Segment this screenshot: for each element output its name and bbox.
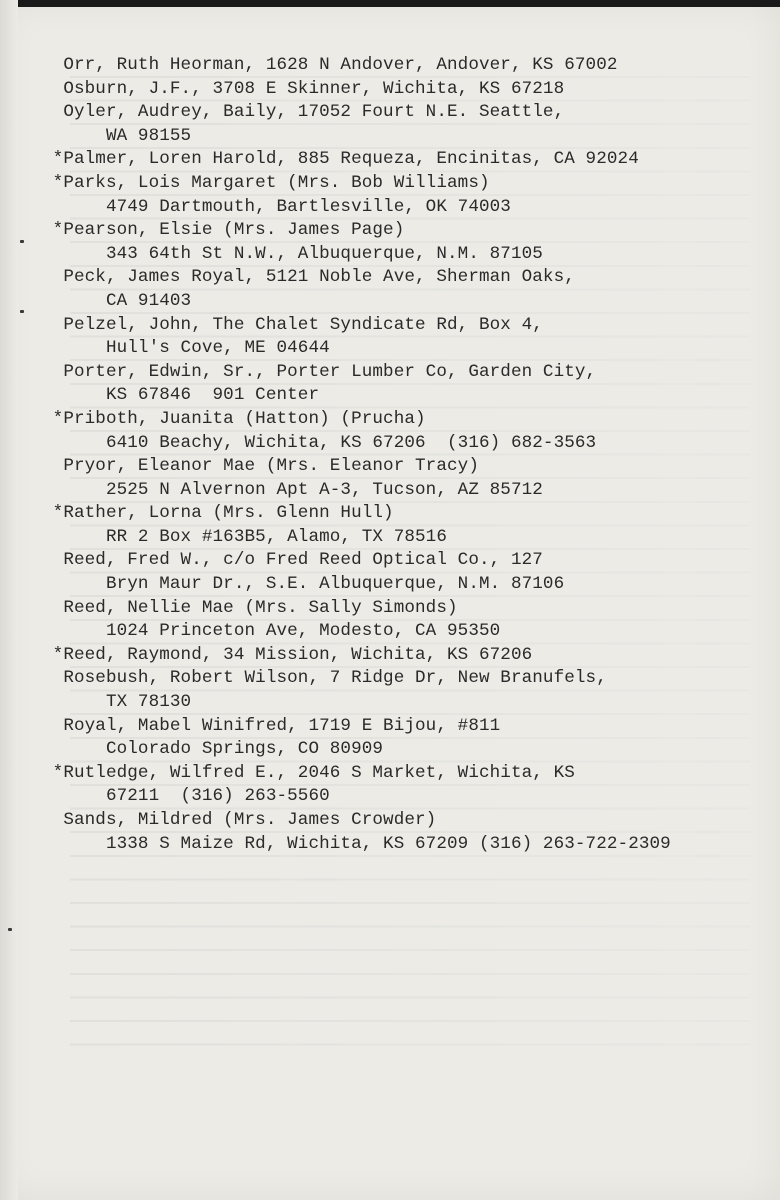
entry-line: *Rather, Lorna (Mrs. Glenn Hull): [42, 503, 394, 524]
entry-line: Peck, James Royal, 5121 Noble Ave, Sherman Oaks,: [42, 267, 575, 288]
entry-line: Porter, Edwin, Sr., Porter Lumber Co, Garden City,: [42, 361, 597, 382]
entry-line: *Priboth, Juanita (Hatton) (Prucha): [42, 408, 426, 429]
address-listing: [42, 54, 762, 856]
entry-line: *Pearson, Elsie (Mrs. James Page): [42, 220, 405, 241]
entry-continuation: 67211 (316) 263-5560: [42, 786, 330, 807]
entry-line: Rosebush, Robert Wilson, 7 Ridge Dr, New Branufels,: [42, 668, 607, 689]
entry-continuation: TX 78130: [42, 692, 192, 713]
page-speck: [20, 310, 24, 313]
entry-line: *Reed, Raymond, 34 Mission, Wichita, KS 67206: [42, 644, 533, 665]
entry-continuation: WA 98155: [42, 125, 192, 146]
page-binding-edge: [0, 0, 18, 1200]
entry-continuation: RR 2 Box #163B5, Alamo, TX 78516: [42, 526, 448, 547]
entry-continuation: KS 67846 901 Center: [42, 385, 320, 406]
entry-line: *Palmer, Loren Harold, 885 Requeza, Encinitas, CA 92024: [42, 149, 639, 170]
page-speck: [20, 240, 24, 243]
entry-continuation: 6410 Beachy, Wichita, KS 67206 (316) 682-3563: [42, 432, 597, 453]
entry-line: Orr, Ruth Heorman, 1628 N Andover, Andover, KS 67002: [42, 55, 618, 75]
entry-continuation: CA 91403: [42, 290, 192, 311]
entry-line: Oyler, Audrey, Baily, 17052 Fourt N.E. Seattle,: [42, 102, 565, 123]
entry-line: Royal, Mabel Winifred, 1719 E Bijou, #811: [42, 715, 501, 736]
page-top-edge: [0, 0, 780, 7]
entry-line: Sands, Mildred (Mrs. James Crowder): [42, 810, 437, 830]
entry-continuation: 2525 N Alvernon Apt A-3, Tucson, AZ 85712: [42, 479, 543, 500]
entry-continuation: 4749 Dartmouth, Bartlesville, OK 74003: [42, 196, 511, 217]
entry-continuation: Hull's Cove, ME 04644: [42, 338, 330, 359]
entry-continuation: Bryn Maur Dr., S.E. Albuquerque, N.M. 87106: [42, 574, 565, 595]
entry-continuation: Colorado Springs, CO 80909: [42, 739, 384, 760]
entry-line: Osburn, J.F., 3708 E Skinner, Wichita, KS 67218: [42, 78, 565, 99]
entry-line: Pryor, Eleanor Mae (Mrs. Eleanor Tracy): [42, 456, 479, 477]
entry-continuation: 343 64th St N.W., Albuquerque, N.M. 87105: [42, 243, 543, 264]
entry-continuation: 1338 S Maize Rd, Wichita, KS 67209 (316) 263-722-2309: [42, 833, 671, 854]
entry-line: Pelzel, John, The Chalet Syndicate Rd, Box 4,: [42, 314, 543, 335]
entry-line: Reed, Nellie Mae (Mrs. Sally Simonds): [42, 597, 458, 618]
entry-line: *Parks, Lois Margaret (Mrs. Bob Williams): [42, 172, 490, 193]
entry-line: *Rutledge, Wilfred E., 2046 S Market, Wichita, KS: [42, 762, 575, 783]
entry-continuation: 1024 Princeton Ave, Modesto, CA 95350: [42, 621, 501, 642]
page-speck: [8, 928, 12, 931]
entry-line: Reed, Fred W., c/o Fred Reed Optical Co., 127: [42, 550, 543, 571]
